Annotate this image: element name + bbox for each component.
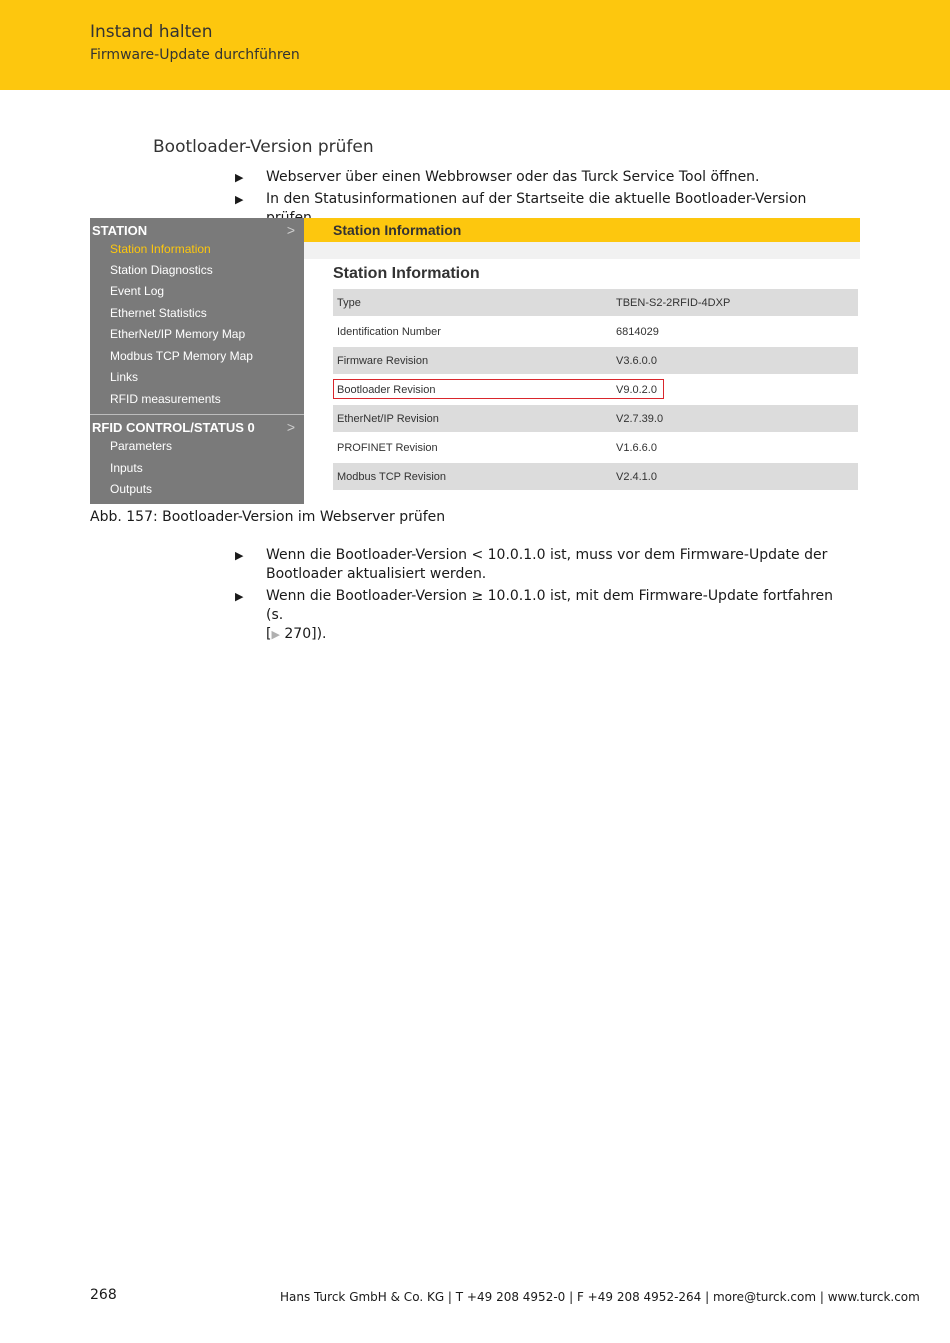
row-value: 6814029 xyxy=(616,326,659,338)
chevron-right-icon: > xyxy=(286,222,295,238)
triangle-right-icon: ▶ xyxy=(235,171,244,184)
row-value: V3.6.0.0 xyxy=(616,355,657,367)
sidebar-item-parameters[interactable]: Parameters xyxy=(110,439,173,453)
sidebar-item-links[interactable]: Links xyxy=(110,370,139,384)
figure-caption: Abb. 157: Bootloader-Version im Webserver prüfen xyxy=(90,509,446,525)
row-key: EtherNet/IP Revision xyxy=(337,413,439,425)
sidebar-item-ethernetip-memory-map[interactable]: EtherNet/IP Memory Map xyxy=(110,327,246,341)
triangle-right-icon: ▶ xyxy=(235,590,244,603)
step-text-line: Wenn die Bootloader-Version < 10.0.1.0 ist, muss vor dem Firmware-Update der xyxy=(266,547,828,563)
triangle-right-icon: ▶ xyxy=(235,549,244,562)
row-value: V2.4.1.0 xyxy=(616,471,657,483)
row-key: Firmware Revision xyxy=(337,355,429,367)
webserver-sidebar xyxy=(90,218,304,504)
link-arrow-icon: ▶ xyxy=(271,628,280,641)
row-value: TBEN-S2-2RFID-4DXP xyxy=(616,297,731,309)
footer-contact: Hans Turck GmbH & Co. KG | T +49 208 4952-0 | F +49 208 4952-264 | more@turck.com | www.turck.com xyxy=(280,1290,920,1304)
row-key: Type xyxy=(337,297,361,309)
step-text: In den Statusinformationen auf der Startseite die aktuelle Bootloader-Version xyxy=(266,191,807,207)
sidebar-item-modbus-tcp-memory-map[interactable]: Modbus TCP Memory Map xyxy=(110,349,253,363)
row-value: V1.6.6.0 xyxy=(616,442,657,454)
steps-after-list xyxy=(235,546,845,647)
ref-open: [ xyxy=(266,626,272,642)
row-value: V2.7.39.0 xyxy=(616,413,664,425)
sidebar-item-inputs[interactable]: Inputs xyxy=(110,461,143,475)
sidebar-group-label: RFID CONTROL/STATUS 0 xyxy=(92,420,255,435)
table-row xyxy=(333,434,858,461)
row-key: Bootloader Revision xyxy=(337,384,436,396)
step-text: Webserver über einen Webbrowser oder das Turck Service Tool öffnen. xyxy=(266,169,760,185)
section-title: Bootloader-Version prüfen xyxy=(153,137,374,157)
table-row xyxy=(333,463,858,490)
row-value: V9.0.2.0 xyxy=(616,384,657,396)
table-row xyxy=(333,318,858,345)
sidebar-item-station-information[interactable]: Station Information xyxy=(110,242,211,256)
sidebar-item-outputs[interactable]: Outputs xyxy=(110,482,153,496)
list-item xyxy=(235,168,845,187)
content-heading: Station Information xyxy=(333,265,480,282)
ref-close: ]). xyxy=(311,626,327,642)
sidebar-group-station[interactable] xyxy=(90,219,304,241)
bootloader-highlight-box xyxy=(333,379,664,399)
content-bar-title: Station Information xyxy=(333,222,462,238)
chevron-right-icon: > xyxy=(286,419,295,435)
page-reference-link[interactable]: 270 xyxy=(284,626,312,642)
sidebar-divider xyxy=(90,414,304,415)
step-text-line xyxy=(266,625,845,644)
sidebar-item-ethernet-statistics[interactable]: Ethernet Statistics xyxy=(110,306,207,320)
list-item xyxy=(235,587,845,644)
webserver-screenshot xyxy=(90,218,860,504)
row-key: Modbus TCP Revision xyxy=(337,471,447,483)
table-row xyxy=(333,289,858,316)
step-text-line: Bootloader aktualisiert werden. xyxy=(266,566,487,582)
webserver-content xyxy=(304,218,860,504)
row-key: Identification Number xyxy=(337,326,441,338)
header-band xyxy=(0,0,950,90)
sidebar-item-station-diagnostics[interactable]: Station Diagnostics xyxy=(110,263,213,277)
content-title-bar xyxy=(304,218,860,242)
sidebar-group-rfid-control[interactable] xyxy=(90,416,304,438)
sidebar-item-rfid-measurements[interactable]: RFID measurements xyxy=(110,392,221,406)
row-key: PROFINET Revision xyxy=(337,442,438,454)
step-text-line: Wenn die Bootloader-Version ≥ 10.0.1.0 ist, mit dem Firmware-Update fortfahren (s. xyxy=(266,588,834,623)
list-item xyxy=(235,546,845,584)
chapter-subtitle: Firmware-Update durchführen xyxy=(90,47,300,63)
content-strip xyxy=(304,242,860,259)
table-row xyxy=(333,405,858,432)
chapter-title: Instand halten xyxy=(90,22,213,42)
triangle-right-icon: ▶ xyxy=(235,193,244,206)
page-number: 268 xyxy=(90,1287,117,1303)
table-row xyxy=(333,347,858,374)
sidebar-group-label: STATION xyxy=(92,223,148,238)
sidebar-item-event-log[interactable]: Event Log xyxy=(110,284,165,298)
